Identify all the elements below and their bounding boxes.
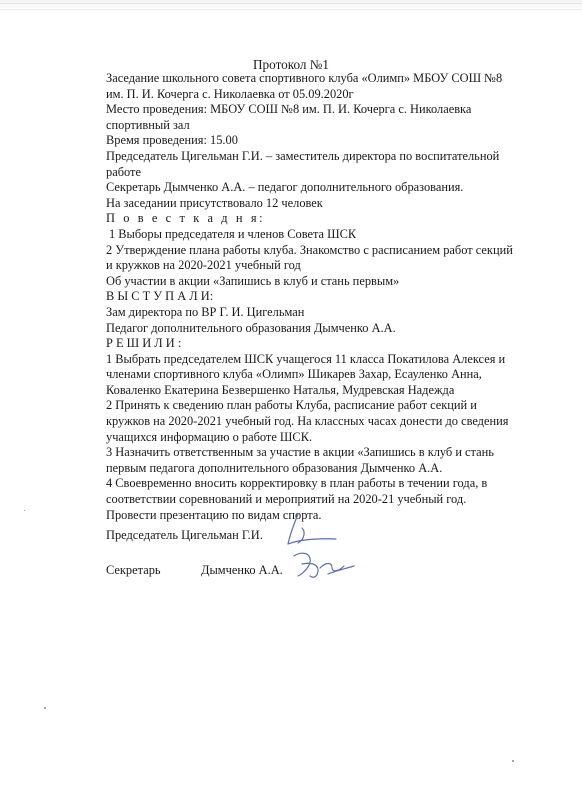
text-line: 2 Утверждение плана работы клуба. Знакомство с расписанием работ секций	[106, 242, 513, 257]
text-line: Коваленко Екатерина Безвершенко Наталья, Мудревская Надежда	[106, 382, 455, 397]
scan-speck	[44, 707, 46, 709]
secretary-signature-label: Секретарь	[106, 563, 161, 577]
scan-speck	[24, 510, 25, 511]
document-title: Протокол №1	[253, 57, 329, 72]
text-line: 4 Своевременно вносить корректировку в план работы в течении года, в	[106, 476, 488, 491]
secretary-signature-name: Дымченко А.А.	[201, 563, 283, 577]
text-line: Провести презентацию по видам спорта.	[106, 507, 322, 522]
section-heading-agenda: П о в е с т к а д н я:	[106, 211, 266, 226]
section-heading-decided: Р Е Ш И Л И :	[106, 336, 182, 351]
text-line: и кружков на 2020-2021 учебный год	[106, 258, 301, 273]
text-line: соответствии соревнований и мероприятий на 2020-21 учебный год.	[106, 492, 467, 507]
text-line: Зам директора по ВР Г. И. Цигельман	[106, 304, 305, 319]
text-line: работе	[106, 164, 141, 179]
text-line: Педагог дополнительного образования Дымченко А.А.	[106, 320, 396, 335]
text-line: Об участии в акции «Запишись в клуб и стань первым»	[106, 273, 400, 288]
section-heading-speakers: В Ы С Т У П А Л И:	[106, 289, 214, 304]
text-line: Председатель Цигельман Г.И. – заместитель директора по воспитательной	[106, 148, 500, 163]
chair-handwritten-signature	[276, 510, 342, 550]
text-line: спортивный зал	[106, 117, 190, 132]
text-line: 2 Принять к сведению план работы Клуба, расписание работ секций и	[106, 398, 477, 413]
chair-signature-line	[106, 528, 263, 544]
secretary-handwritten-signature	[288, 546, 358, 584]
scan-speck	[512, 760, 514, 762]
text-line: На заседании присутствовало 12 человек	[106, 195, 323, 210]
chair-signature-label: Председатель Цигельман Г.И.	[106, 528, 263, 542]
text-line: Время проведения: 15.00	[106, 133, 238, 148]
text-line: Заседание школьного совета спортивного клуба «Олимп» МБОУ СОШ №8	[106, 71, 503, 85]
text-line: 1 Выборы председателя и членов Совета ШСК	[109, 226, 357, 241]
scan-artifact	[0, 3, 582, 4]
text-line: им. П. И. Кочерга с. Николаевка от 05.09.2020г	[106, 86, 354, 101]
text-line: Секретарь Дымченко А.А. – педагог дополнительного образования.	[106, 180, 464, 195]
document-body	[106, 71, 554, 523]
text-line: членами спортивного клуба «Олимп» Шикарев Захар, Есауленко Анна,	[106, 367, 482, 382]
text-line: учащихся информацию о работе ШСК.	[106, 429, 313, 444]
text-line: кружков на 2020-2021 учебный год. На классных часах донести до сведения	[106, 414, 509, 429]
text-line: 1 Выбрать председателем ШСК учащегося 11 класса Покатилова Алексея и	[106, 351, 506, 366]
text-line: 3 Назначить ответственным за участие в акции «Запишись в клуб и стань	[106, 445, 494, 460]
scan-artifact	[0, 9, 582, 10]
text-line: первым педагога дополнительного образования Дымченко А.А.	[106, 460, 443, 475]
text-line: Место проведения: МБОУ СОШ №8 им. П. И. Кочерга с. Николаевка	[106, 102, 472, 117]
